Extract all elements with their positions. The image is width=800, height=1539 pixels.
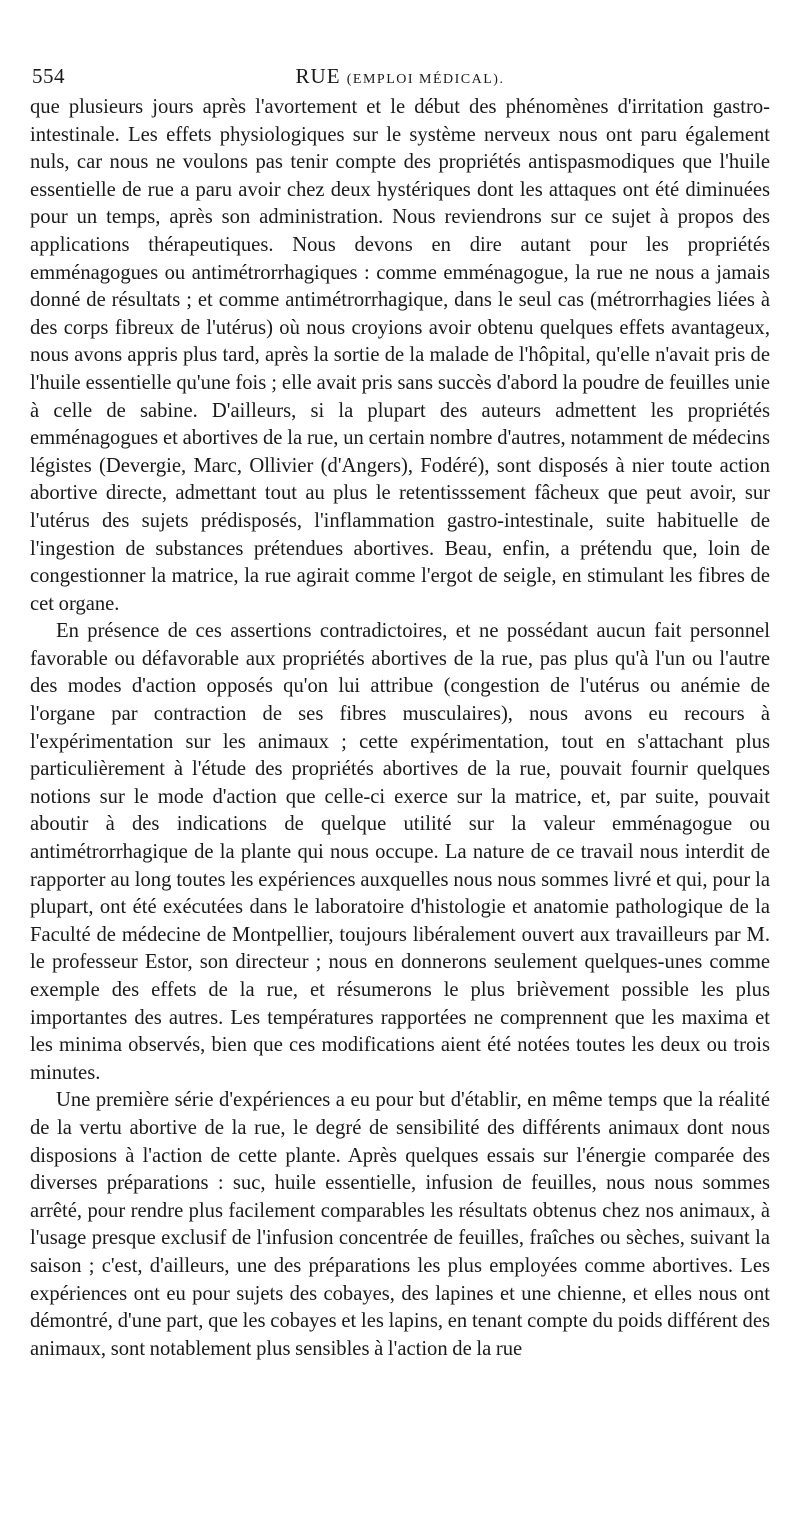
running-head [30,58,770,94]
body-text [30,94,770,1363]
paragraph-1: que plusieurs jours après l'avortement et le début des phénomènes d'irritation gastro-intestinale. Les effets physiologiques sur le système nerveux nous ont paru également nuls, car nous ne voulons pas tenir compte des propriétés antispasmodiques que l'huile essentielle de rue a paru avoir chez deux hystériques dont les attaques ont été diminuées pour un temps, après son administration. Nous reviendrons sur ce sujet à propos des applications thérapeutiques. Nous devons en dire autant pour les propriétés emménagogues ou antimétrorrhagiques : comme emménagogue, la rue ne nous a jamais donné de résultats ; et comme antimétrorrhagique, dans le seul cas (métrorrhagies liées à des corps fibreux de l'utérus) où nous croyions avoir obtenu quelques effets avantageux, nous avons appris plus tard, après la sortie de la malade de l'hôpital, qu'elle n'avait pris de l'huile essentielle qu'une fois ; elle avait pris sans succès d'abord la poudre de feuilles unie à celle de sabine. D'ailleurs, si la plupart des auteurs admettent les propriétés emménagogues et abortives de la rue, un certain nombre d'autres, notamment de médecins légistes (Devergie, Marc, Ollivier (d'Angers), Fodéré), sont disposés à nier toute action abortive directe, admettant tout au plus le retentisssement fâcheux que peut avoir, sur l'utérus des sujets prédisposés, l'inflammation gastro-intestinale, suite habituelle de l'ingestion de substances prétendues abortives. Beau, enfin, a prétendu que, loin de congestionner la matrice, la rue agirait comme l'ergot de seigle, en stimulant les fibres de cet organe. [30,96,770,615]
header-title-sub: (EMPLOI MÉDICAL). [346,72,505,87]
document-page [30,58,770,1363]
header-title-main: RUE [295,64,341,88]
page-header-title [30,58,770,98]
paragraph-2: En présence de ces assertions contradictoires, et ne possédant aucun fait personnel favorable ou défavorable aux propriétés abortives de la rue, pas plus qu'à l'un ou l'autre des modes d'action opposés qu'on lui attribue (congestion de l'utérus ou anémie de l'organe par contraction de ses fibres musculaires), nous avons eu recours à l'expérimentation sur les animaux ; cette expérimentation, tout en s'attachant plus particulièrement à l'étude des propriétés abortives de la rue, pouvait fournir quelques notions sur le mode d'action que celle-ci exerce sur la matrice, et, par suite, pouvait aboutir à des indications de quelque utilité sur la valeur emménagogue ou antimétrorrhagique de la plante qui nous occupe. La nature de ce travail nous interdit de rapporter au long toutes les expériences auxquelles nous nous sommes livré et qui, pour la plupart, ont été exécutées dans le laboratoire d'histologie et anatomie pathologique de la Faculté de médecine de Montpellier, toujours libéralement ouvert aux travailleurs par M. le professeur Estor, son directeur ; nous en donnerons seulement quelques-unes comme exemple des effets de la rue, et résumerons le plus brièvement possible les plus importantes des autres. Les températures rapportées ne comprennent que les maxima et les minima observés, bien que ces modifications aient été notées toutes les deux ou trois minutes. [30,620,770,1084]
paragraph-3: Une première série d'expériences a eu pour but d'établir, en même temps que la réalité de la vertu abortive de la rue, le degré de sensibilité des différents animaux dont nous disposions à l'action de cette plante. Après quelques essais sur l'énergie comparée des diverses préparations : suc, huile essentielle, infusion de feuilles, nous nous sommes arrêté, pour rendre plus facilement comparables les résultats obtenus chez nos animaux, à l'usage presque exclusif de l'infusion concentrée de feuilles, fraîches ou sèches, suivant la saison ; c'est, d'ailleurs, une des préparations les plus employées comme abortives. Les expériences ont eu pour sujets des cobayes, des lapines et une chienne, et elles nous ont démontré, d'une part, que les cobayes et les lapins, en tenant compte du poids différent des animaux, sont notablement plus sensibles à l'action de la rue [30,1089,770,1360]
page-number: 554 [32,64,65,88]
